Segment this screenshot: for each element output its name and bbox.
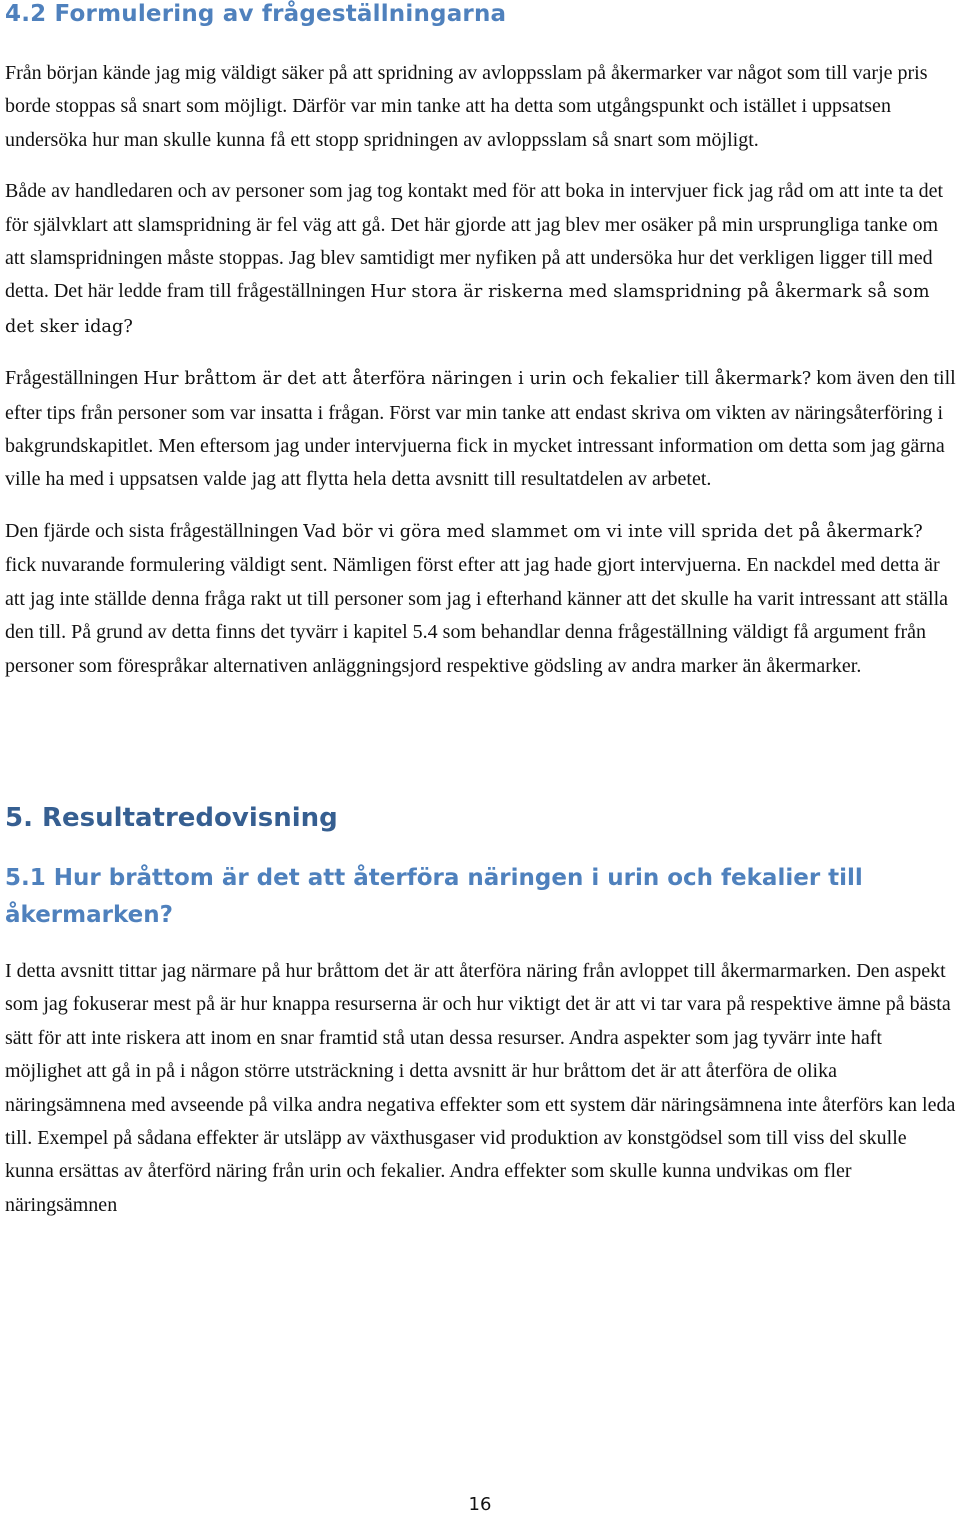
section-5-1-heading: 5.1 Hur bråttom är det att återföra näringen i urin och fekalier till åkermarken? <box>5 864 863 928</box>
paragraph-1: Från början kände jag mig väldigt säker på att spridning av avloppsslam på åkermarker var något som till varje pris borde stoppas så snart som möjligt. Därför var min tanke att ha detta som utgångspunkt och istället i uppsatsen undersöka hur man skulle kunna få ett stopp spridningen av avloppsslam så snart som möjligt. <box>5 62 928 151</box>
section-4-2-heading: 4.2 Formulering av frågeställningarna <box>5 1 507 27</box>
paragraph-3-text: kom även den till efter tips från personer som var insatta i frågan. Först var min tanke att endast skriva om vikten av näringsåterföring i bakgrundskapitlet. Men eftersom jag under intervjuerna fick in mycket intressant information om detta som jag gärna ville ha med i uppsatsen valde jag att flytta hela detta avsnitt till resultatdelen av arbetet. <box>5 367 956 491</box>
section-5-heading: 5. Resultatredovisning <box>5 802 338 833</box>
paragraph-3-lead: Frågeställningen <box>5 367 144 390</box>
paragraph-4-lead: Den fjärde och sista frågeställningen <box>5 519 304 542</box>
page-number: 16 <box>468 1494 492 1515</box>
paragraph-4 <box>5 515 957 683</box>
research-question-1: Hur stora är riskerna med slamspridning på åkermark så som det sker idag? <box>5 282 930 337</box>
research-question-3: Vad bör vi göra med slammet om vi inte vill sprida det på åkermark? <box>303 521 923 542</box>
research-question-2: Hur bråttom är det att återföra näringen i urin och fekalier till åkermark? <box>143 369 812 390</box>
paragraph-4-text: fick nuvarande formulering väldigt sent. Nämligen först efter att jag hade gjort intervjuerna. En nackdel med detta är att jag inte ställde denna fråga rakt ut till personer som jag i efterhand känner att det skulle ha varit intressant att ställa den till. På grund av detta finns det tyvärr i kapitel 5.4 som behandlar denna frågeställning väldigt få argument från personer som förespråkar alternativen anläggningsjord respektive gödsling av andra marker än åkermarker. <box>5 554 949 677</box>
paragraph-3 <box>5 362 957 497</box>
paragraph-2-text: Både av handledaren och av personer som jag tog kontakt med för att boka in intervjuer fick jag råd om att inte ta det för självklart att slamspridning är fel väg att gå. Det här gjorde att jag blev mer osäker på min ursprungliga tanke om att slamspridningen måste stoppas. Jag blev samtidigt mer nyfiken på att undersöka hur det verkligen ligger till med detta. Det här ledde fram till frågeställningen <box>5 180 944 303</box>
paragraph-2 <box>5 175 957 344</box>
paragraph-5: I detta avsnitt tittar jag närmare på hur bråttom det är att återföra näring från avloppet till åkermarmarken. Den aspekt som jag fokuserar mest på är hur knappa resurserna är och hur viktigt det är att vi tar vara på respektive ämne på bästa sätt för att inte riskera att inom en snar framtid stå utan dessa resurser. Andra aspekter som jag tyvärr inte haft möjlighet att gå in på i någon större utsträckning i detta avsnitt är hur bråttom det är att återföra de olika näringsämnena med avseende på vilka andra negativa effekter som ett system där näringsämnena inte återförs kan leda till. Exempel på sådana effekter är utsläpp av växthusgaser vid produktion av konstgödsel som till viss del skulle kunna ersättas av återförd näring från urin och fekalier. Andra effekter som skulle kunna undvikas om fler näringsämnen <box>5 959 956 1216</box>
document-page <box>5 0 957 1222</box>
